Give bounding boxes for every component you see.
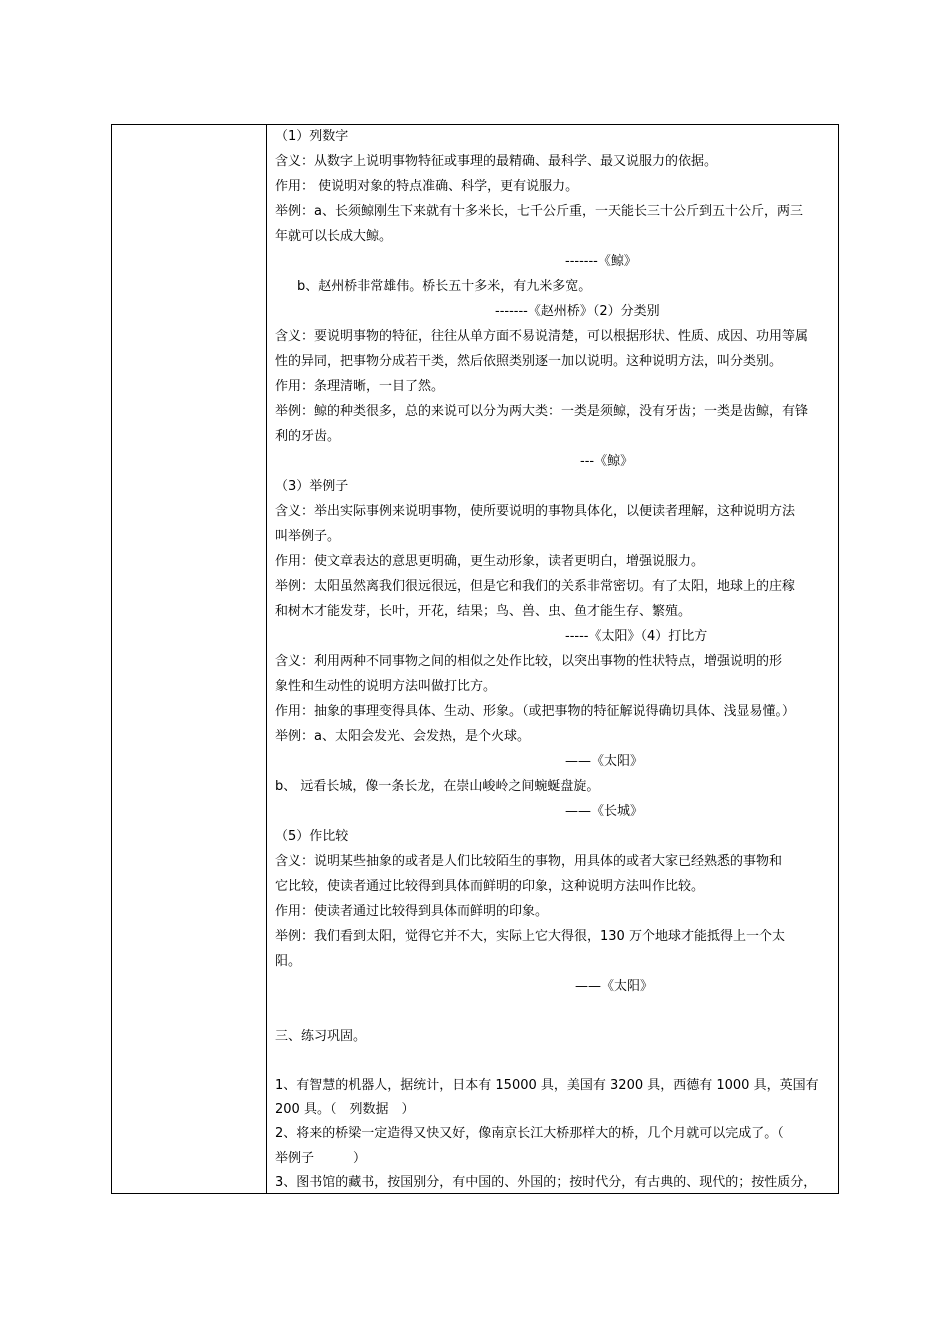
exercise-line: 200 具。（ 列数据 ） <box>275 1102 415 1117</box>
source-citation: -----《太阳》（4）打比方 <box>565 629 708 644</box>
text-line: 它比较，使读者通过比较得到具体而鲜明的印象，这种说明方法叫作比较。 <box>275 879 705 894</box>
text-line: 含义：说明某些抽象的或者是人们比较陌生的事物，用具体的或者大家已经熟悉的事物和 <box>275 854 783 869</box>
text-line: 举例：鲸的种类很多，总的来说可以分为两大类：一类是须鲸，没有牙齿；一类是齿鲸，有锋 <box>275 404 809 419</box>
text-line: b、赵州桥非常雄伟。桥长五十多米，有九米多宽。 <box>297 279 592 294</box>
source-citation: ——《太阳》 <box>565 754 644 769</box>
exercise-line: 举例子 ） <box>275 1151 367 1166</box>
text-line: 作用：使文章表达的意思更明确，更生动形象，读者更明白，增强说服力。 <box>275 554 705 569</box>
text-line: 含义：要说明事物的特征，往往从单方面不易说清楚，可以根据形状、性质、成因、功用等属 <box>275 329 809 344</box>
source-citation: ---《鲸》 <box>580 454 634 469</box>
text-line: b、 远看长城，像一条长龙，在崇山峻岭之间蜿蜒盘旋。 <box>275 779 600 794</box>
content-table <box>111 124 839 1194</box>
text-line: 年就可以长成大鲸。 <box>275 229 393 244</box>
text-line: 举例：太阳虽然离我们很远很远，但是它和我们的关系非常密切。有了太阳，地球上的庄稼 <box>275 579 796 594</box>
text-line: 举例：我们看到太阳，觉得它并不大，实际上它大得很，130 万个地球才能抵得上一个太 <box>275 929 785 944</box>
left-column-cell <box>112 125 267 1193</box>
text-line: 作用：抽象的事理变得具体、生动、形象。（或把事物的特征解说得确切具体、浅显易懂。） <box>275 704 796 719</box>
text-line: 含义：举出实际事例来说明事物，使所要说明的事物具体化，以便读者理解，这种说明方法 <box>275 504 796 519</box>
text-line: 作用：使读者通过比较得到具体而鲜明的印象。 <box>275 904 549 919</box>
text-line: 举例：a、太阳会发光、会发热，是个火球。 <box>275 729 530 744</box>
text-line: 作用： 使说明对象的特点准确、科学，更有说服力。 <box>275 179 579 194</box>
text-line: 含义：从数字上说明事物特征或事理的最精确、最科学、最又说服力的依据。 <box>275 154 718 169</box>
source-citation: ——《太阳》 <box>575 979 654 994</box>
source-citation: -------《鲸》 <box>565 254 637 269</box>
text-line: 性的异同，把事物分成若干类，然后依照类别逐一加以说明。这种说明方法，叫分类别。 <box>275 354 783 369</box>
section-heading: （1）列数字 <box>275 129 349 144</box>
text-line: 含义：利用两种不同事物之间的相似之处作比较，以突出事物的性状特点，增强说明的形 <box>275 654 783 669</box>
text-line: 举例：a、长须鲸刚生下来就有十多米长，七千公斤重，一天能长三十公斤到五十公斤，两三 <box>275 204 803 219</box>
section-heading: （3）举例子 <box>275 479 349 494</box>
text-line: 和树木才能发芽，长叶，开花，结果；鸟、兽、虫、鱼才能生存、繁殖。 <box>275 604 692 619</box>
exercise-line: 2、将来的桥梁一定造得又快又好，像南京长江大桥那样大的桥，几个月就可以完成了。（ <box>275 1126 784 1141</box>
text-line: 阳。 <box>275 954 302 969</box>
section-heading: 三、练习巩固。 <box>275 1029 367 1044</box>
source-citation: ——《长城》 <box>565 804 644 819</box>
text-line: 叫举例子。 <box>275 529 341 544</box>
section-heading: （5）作比较 <box>275 829 349 844</box>
text-line: 作用：条理清晰，一目了然。 <box>275 379 445 394</box>
exercise-line: 3、图书馆的藏书，按国别分，有中国的、外国的；按时代分，有古典的、现代的；按性质分， <box>275 1175 817 1190</box>
source-citation: -------《赵州桥》（2）分类别 <box>495 304 660 319</box>
exercise-line: 1、有智慧的机器人，据统计，日本有 15000 具，美国有 3200 具，西德有 1000 具，英国有 <box>275 1078 819 1093</box>
text-line: 象性和生动性的说明方法叫做打比方。 <box>275 679 497 694</box>
text-line: 利的牙齿。 <box>275 429 341 444</box>
